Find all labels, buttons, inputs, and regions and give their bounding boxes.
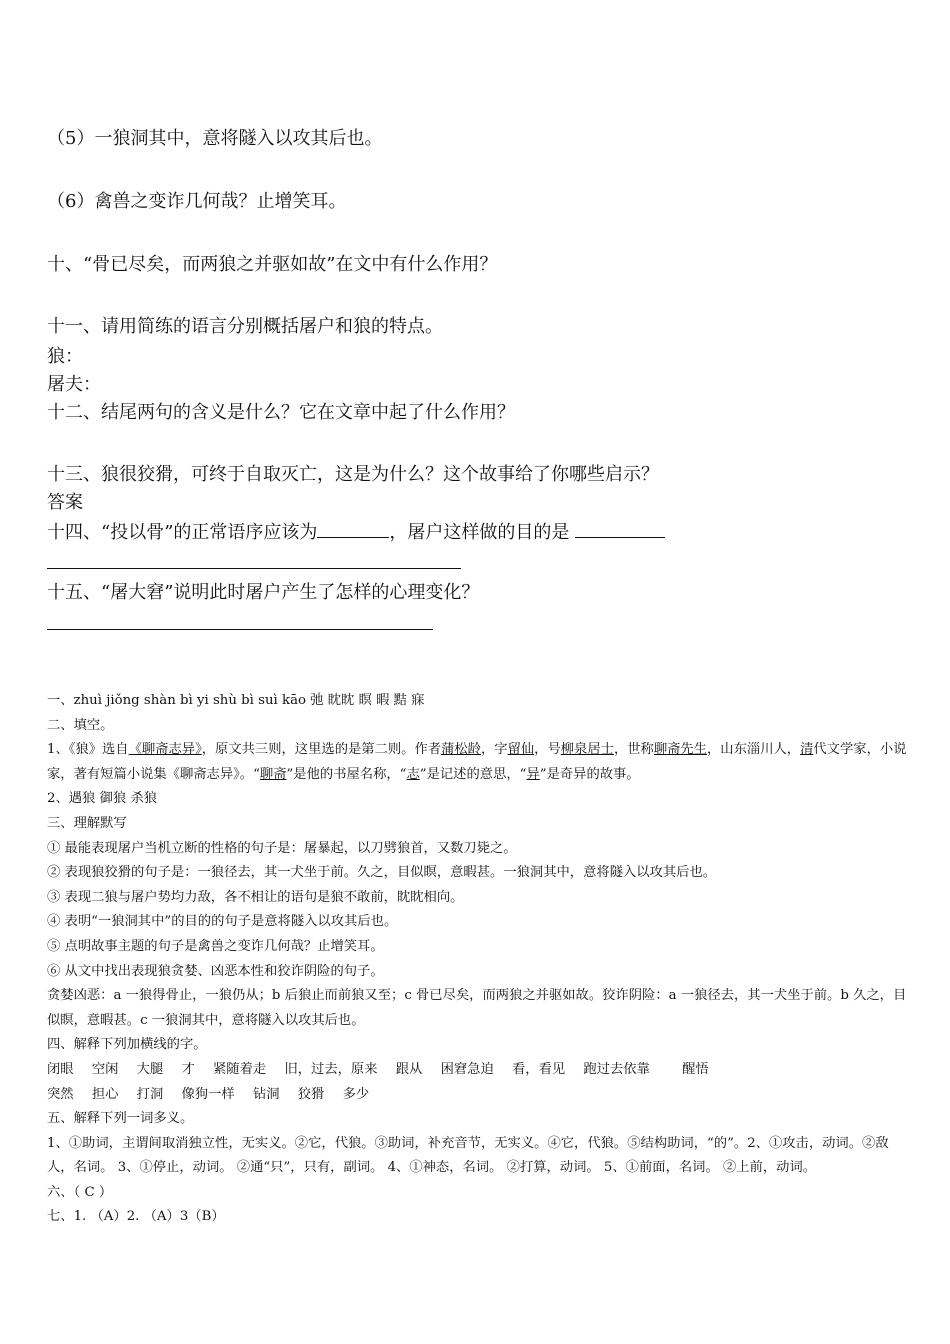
answer-key (47, 689, 909, 1230)
definition: 紧随着走 (213, 1061, 267, 1077)
answer-3-title: 三、理解默写 (47, 815, 127, 831)
answer-1: 一、zhuì jiǒng shàn bì yi shù bì suì kāo 弛 眈眈 瞑 暇 黠 寐 (47, 693, 425, 708)
underlined-text: 聊斋 (259, 766, 287, 782)
question-6: （6）禽兽之变诈几何哉？止增笑耳。 (47, 191, 347, 212)
question-11-butcher: 屠夫： (47, 374, 101, 395)
text: ”是他的书屋名称，“ (286, 766, 407, 782)
definition: 像狗一样 (181, 1086, 235, 1102)
answer-3-5: ⑤ 点明故事主题的句子是禽兽之变诈几何哉？止增笑耳。 (47, 938, 384, 954)
definition: 空闲 (91, 1061, 119, 1077)
text: ，号 (534, 742, 561, 758)
underlined-text: 志 (406, 766, 420, 782)
answer-3-2: ② 表现狼狡猾的句子是：一狼径去，其一犬坐于前。久之，目似瞑，意暇甚。一狼洞其中，意将隧入以攻其后也。 (47, 865, 717, 881)
answer-2-2: 2、遇狼 御狼 杀狼 (47, 791, 157, 807)
answer-5-body: 1、①助词，主谓间取消独立性，无实义。②它，代狼。③助词，补充音节，无实义。④它，代狼。⑤结构助词，“的”。2、①攻击，动词。②敌人，名词。 3、①停止，动词。 ②通“只”，只有，副词。 4、①神态，名词。 ②打算，动词。 5、①前面，名词。 ②上前，动词。 (47, 1135, 889, 1176)
underlined-text: 聊斋先生 (653, 742, 708, 758)
answer-6: 六、（ C ） (47, 1184, 113, 1200)
text: ”是奇异的故事。 (539, 766, 640, 782)
definition: 担心 (91, 1086, 119, 1102)
question-15: 十五、“屠大窘”说明此时屠户产生了怎样的心理变化？ (47, 582, 480, 603)
answer-3-7: 贪婪凶恶：a 一狼得骨止，一狼仍从；b 后狼止而前狼又至；c 骨已尽矣，而两狼之并驱如故。狡诈阴险：a 一狼径去，其一犬坐于前。b 久之，目似瞑，意暇甚。c 一狼洞其中，意将隧入以攻其后也。 (47, 988, 907, 1028)
text: ”是记述的意思，“ (419, 766, 527, 782)
text: ，世称 (613, 742, 654, 758)
definition: 看，看见 (512, 1061, 566, 1077)
answer-line[interactable] (47, 629, 433, 630)
underlined-text: 柳泉居士 (560, 742, 614, 758)
definition: 跑过去依靠 (583, 1061, 650, 1077)
underlined-text: 《聊斋志异》 (128, 742, 202, 758)
underlined-text: 异 (526, 766, 540, 782)
question-14-part-a: 十四、“投以骨”的正常语序应该为 (47, 522, 318, 543)
definition: 突然 (47, 1086, 74, 1102)
underlined-text: 蒲松龄 (441, 742, 481, 758)
definition: 打洞 (136, 1086, 164, 1102)
question-5: （5）一狼洞其中，意将隧入以攻其后也。 (47, 128, 383, 149)
definition: 大腿 (136, 1061, 164, 1077)
text: ，原文共三则，这里选的是第二则。作者 (201, 742, 442, 758)
answer-blank[interactable] (575, 519, 665, 538)
definition: 多少 (342, 1086, 370, 1102)
question-11: 十一、请用简练的语言分别概括屠户和狼的特点。 (47, 316, 443, 337)
text: 1、《狼》选自 (47, 742, 129, 758)
text: 代文学家，小说家，著有短篇小说集《聊斋志异》。“ (47, 742, 907, 782)
answer-3-4: ④ 表明“一狼洞其中”的目的的句子是意将隧入以攻其后也。 (47, 914, 398, 930)
definition: 跟从 (395, 1061, 423, 1077)
answer-heading: 答案 (47, 492, 83, 513)
answer-3-1: ① 最能表现屠户当机立断的性格的句子是：屠暴起，以刀劈狼首，又数刀毙之。 (47, 840, 517, 856)
question-11-wolf: 狼： (47, 346, 83, 367)
answer-2-1 (47, 738, 909, 787)
question-10: 十、“骨已尽矣，而两狼之并驱如故”在文中有什么作用？ (47, 254, 498, 275)
definition: 旧，过去，原来 (284, 1061, 378, 1077)
answer-2-title: 二、填空。 (47, 717, 114, 733)
answer-4-row-2 (47, 1083, 909, 1108)
answer-5-title: 五、解释下列一词多义。 (47, 1111, 194, 1127)
definition: 钻洞 (252, 1086, 280, 1102)
answer-3-6: ⑥ 从文中找出表现狼贪婪、凶恶本性和狡诈阴险的句子。 (47, 963, 384, 979)
answer-3-3: ③ 表现二狼与屠户势均力敌，各不相让的语句是狼不敢前，眈眈相向。 (47, 889, 464, 905)
question-12: 十二、结尾两句的含义是什么？它在文章中起了什么作用？ (47, 402, 515, 423)
text: ，山东淄川人， (707, 742, 801, 758)
answer-line[interactable] (47, 568, 461, 569)
definition: 才 (181, 1061, 195, 1077)
answer-blank[interactable] (317, 519, 389, 538)
answer-4-title: 四、解释下列加横线的字。 (47, 1037, 207, 1053)
definition: 狡猾 (297, 1086, 325, 1102)
underlined-text: 清 (800, 742, 814, 758)
question-14 (47, 519, 665, 546)
answer-4-row-1 (47, 1058, 909, 1083)
definition: 闭眼 (47, 1061, 74, 1077)
question-14-part-b: ，屠户这样做的目的是 (389, 522, 570, 543)
underlined-text: 留仙 (507, 742, 535, 758)
definition: 醒悟 (682, 1061, 709, 1077)
answer-7: 七、1. （A）2. （A）3（B） (47, 1209, 225, 1225)
definition: 困窘急迫 (440, 1061, 494, 1077)
text: ，字 (480, 742, 508, 758)
question-13: 十三、狼很狡猾，可终于自取灭亡，这是为什么？这个故事给了你哪些启示？ (47, 464, 659, 485)
